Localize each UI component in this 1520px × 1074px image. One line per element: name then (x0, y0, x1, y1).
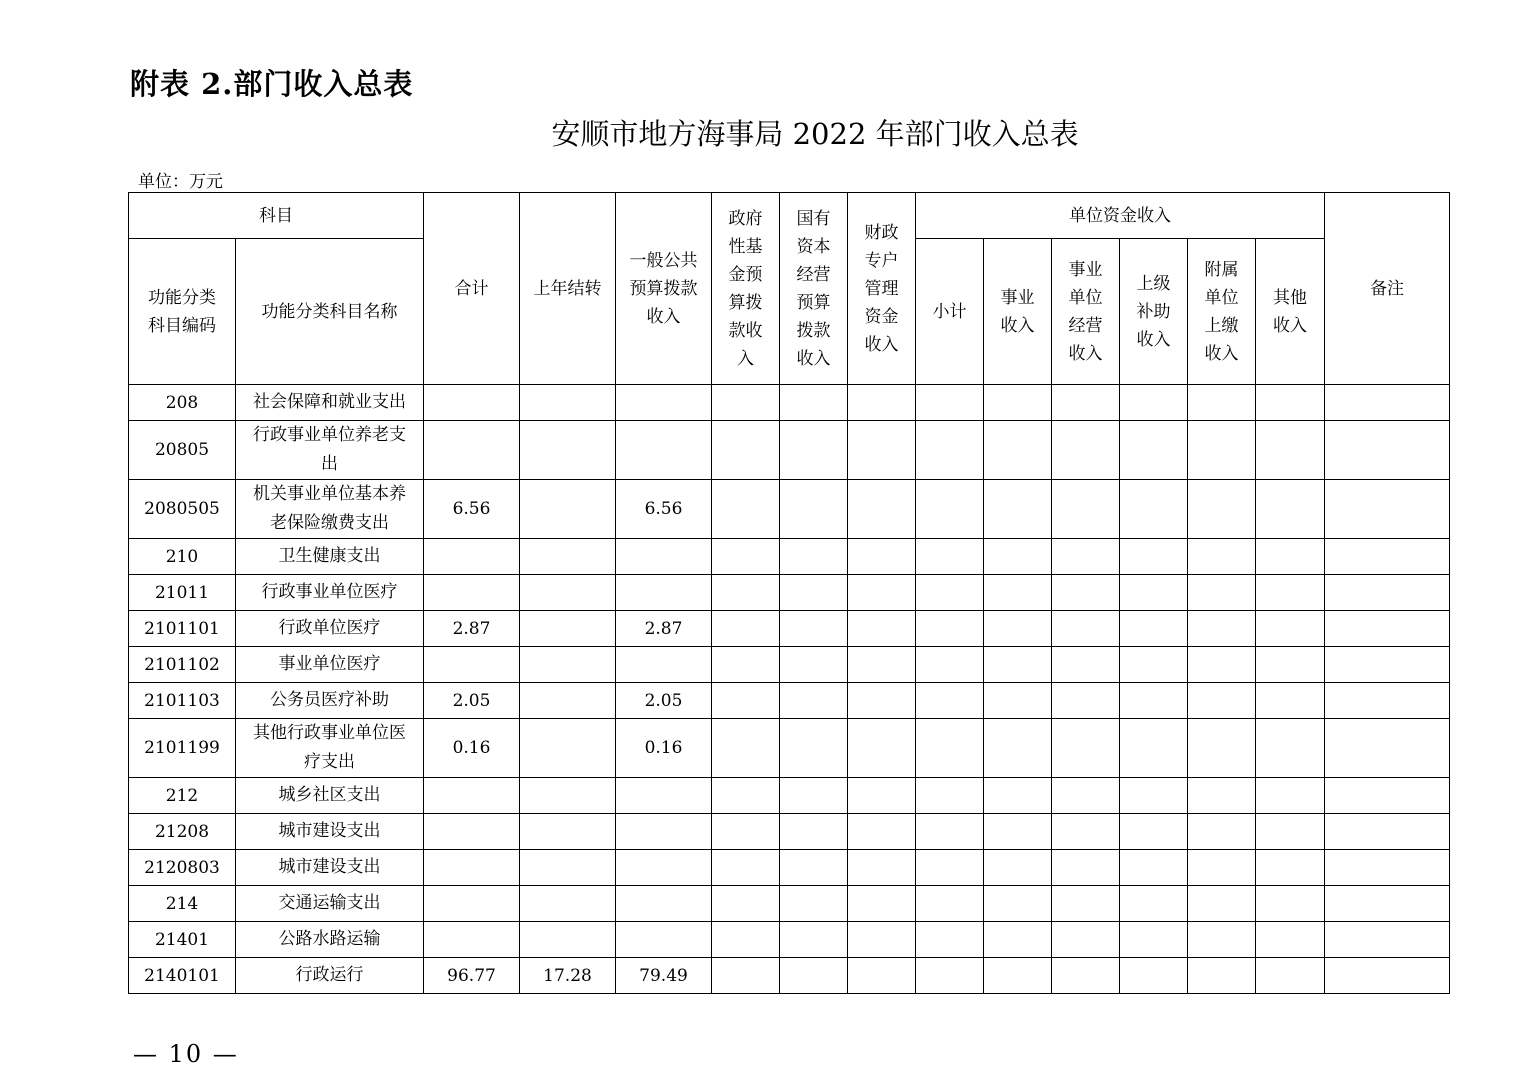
header-superior-subsidy: 上级补助收入 (1120, 239, 1188, 385)
empty-cell (1256, 886, 1325, 922)
row-code: 214 (129, 886, 236, 922)
table-row (129, 539, 1450, 575)
empty-cell (1120, 886, 1188, 922)
row-carryover: 17.28 (520, 958, 616, 994)
row-general-budget (616, 385, 712, 421)
empty-cell (1052, 850, 1120, 886)
empty-cell (780, 683, 848, 719)
empty-cell (916, 814, 984, 850)
empty-cell (984, 958, 1052, 994)
row-total (424, 647, 520, 683)
row-total (424, 922, 520, 958)
empty-cell (712, 719, 780, 778)
empty-cell (1325, 958, 1450, 994)
empty-cell (1052, 886, 1120, 922)
row-general-budget (616, 539, 712, 575)
row-name: 城乡社区支出 (236, 778, 424, 814)
row-total (424, 539, 520, 575)
empty-cell (712, 539, 780, 575)
empty-cell (1256, 575, 1325, 611)
empty-cell (916, 778, 984, 814)
empty-cell (848, 539, 916, 575)
row-code: 2140101 (129, 958, 236, 994)
empty-cell (1188, 611, 1256, 647)
empty-cell (1120, 850, 1188, 886)
row-name: 公务员医疗补助 (236, 683, 424, 719)
empty-cell (712, 575, 780, 611)
empty-cell (916, 922, 984, 958)
empty-cell (1256, 958, 1325, 994)
empty-cell (780, 958, 848, 994)
empty-cell (1120, 539, 1188, 575)
empty-cell (1120, 683, 1188, 719)
empty-cell (984, 480, 1052, 539)
row-code: 2101199 (129, 719, 236, 778)
row-general-budget: 79.49 (616, 958, 712, 994)
header-business: 事业收入 (984, 239, 1052, 385)
empty-cell (916, 421, 984, 480)
empty-cell (1325, 480, 1450, 539)
empty-cell (712, 683, 780, 719)
empty-cell (1052, 958, 1120, 994)
empty-cell (916, 958, 984, 994)
empty-cell (1188, 421, 1256, 480)
empty-cell (984, 385, 1052, 421)
empty-cell (984, 647, 1052, 683)
row-general-budget: 2.87 (616, 611, 712, 647)
empty-cell (1188, 539, 1256, 575)
row-name: 其他行政事业单位医疗支出 (236, 719, 424, 778)
table-row (129, 886, 1450, 922)
table-row (129, 958, 1450, 994)
header-code: 功能分类科目编码 (129, 239, 236, 385)
empty-cell (984, 850, 1052, 886)
row-carryover (520, 778, 616, 814)
empty-cell (780, 647, 848, 683)
row-total: 0.16 (424, 719, 520, 778)
empty-cell (1325, 575, 1450, 611)
empty-cell (916, 539, 984, 575)
empty-cell (712, 647, 780, 683)
empty-cell (1052, 922, 1120, 958)
empty-cell (712, 814, 780, 850)
empty-cell (1325, 611, 1450, 647)
empty-cell (916, 611, 984, 647)
empty-cell (1325, 421, 1450, 480)
empty-cell (1120, 647, 1188, 683)
table-row (129, 683, 1450, 719)
table-row (129, 647, 1450, 683)
empty-cell (1052, 421, 1120, 480)
empty-cell (1052, 480, 1120, 539)
empty-cell (1052, 575, 1120, 611)
empty-cell (712, 480, 780, 539)
empty-cell (1256, 539, 1325, 575)
table-row (129, 385, 1450, 421)
header-general-budget: 一般公共预算拨款收入 (616, 193, 712, 385)
row-code: 2120803 (129, 850, 236, 886)
empty-cell (848, 719, 916, 778)
empty-cell (780, 719, 848, 778)
empty-cell (916, 575, 984, 611)
empty-cell (1120, 814, 1188, 850)
row-total (424, 814, 520, 850)
row-carryover (520, 421, 616, 480)
header-fiscal-special: 财政专户管理资金收入 (848, 193, 916, 385)
empty-cell (1188, 575, 1256, 611)
row-general-budget (616, 814, 712, 850)
empty-cell (1256, 611, 1325, 647)
empty-cell (1052, 814, 1120, 850)
empty-cell (1188, 778, 1256, 814)
empty-cell (1120, 611, 1188, 647)
header-state-capital: 国有资本经营预算拨款收入 (780, 193, 848, 385)
row-general-budget (616, 922, 712, 958)
empty-cell (1188, 647, 1256, 683)
empty-cell (848, 480, 916, 539)
empty-cell (984, 575, 1052, 611)
empty-cell (984, 778, 1052, 814)
empty-cell (780, 611, 848, 647)
empty-cell (1120, 922, 1188, 958)
table-row (129, 922, 1450, 958)
table-row (129, 421, 1450, 480)
empty-cell (1052, 719, 1120, 778)
empty-cell (1256, 421, 1325, 480)
row-carryover (520, 683, 616, 719)
empty-cell (1120, 719, 1188, 778)
header-carryover: 上年结转 (520, 193, 616, 385)
row-code: 2101103 (129, 683, 236, 719)
row-general-budget (616, 778, 712, 814)
row-code: 21011 (129, 575, 236, 611)
row-total: 2.05 (424, 683, 520, 719)
empty-cell (1052, 647, 1120, 683)
row-code: 21401 (129, 922, 236, 958)
empty-cell (984, 886, 1052, 922)
row-name: 卫生健康支出 (236, 539, 424, 575)
empty-cell (1325, 683, 1450, 719)
row-code: 2101102 (129, 647, 236, 683)
header-name: 功能分类科目名称 (236, 239, 424, 385)
empty-cell (848, 575, 916, 611)
empty-cell (848, 778, 916, 814)
empty-cell (712, 421, 780, 480)
empty-cell (984, 814, 1052, 850)
empty-cell (848, 922, 916, 958)
empty-cell (780, 575, 848, 611)
empty-cell (1325, 814, 1450, 850)
empty-cell (780, 886, 848, 922)
row-general-budget (616, 647, 712, 683)
row-general-budget: 2.05 (616, 683, 712, 719)
empty-cell (1325, 539, 1450, 575)
row-carryover (520, 480, 616, 539)
header-affiliated: 附属单位上缴收入 (1188, 239, 1256, 385)
row-total (424, 886, 520, 922)
empty-cell (1256, 385, 1325, 421)
row-name: 交通运输支出 (236, 886, 424, 922)
row-general-budget (616, 421, 712, 480)
empty-cell (1188, 385, 1256, 421)
table-row (129, 611, 1450, 647)
empty-cell (712, 611, 780, 647)
empty-cell (1325, 385, 1450, 421)
empty-cell (1325, 778, 1450, 814)
page-title: 安顺市地方海事局 2022 年部门收入总表 (551, 117, 1079, 151)
table-row (129, 719, 1450, 778)
empty-cell (848, 647, 916, 683)
empty-cell (780, 850, 848, 886)
row-name: 行政单位医疗 (236, 611, 424, 647)
table-row (129, 778, 1450, 814)
empty-cell (1188, 480, 1256, 539)
empty-cell (1052, 539, 1120, 575)
row-carryover (520, 719, 616, 778)
row-general-budget (616, 886, 712, 922)
empty-cell (712, 385, 780, 421)
empty-cell (1188, 683, 1256, 719)
row-code: 20805 (129, 421, 236, 480)
header-remark: 备注 (1325, 193, 1450, 385)
row-total (424, 850, 520, 886)
empty-cell (1052, 778, 1120, 814)
row-code: 210 (129, 539, 236, 575)
empty-cell (712, 850, 780, 886)
row-total (424, 575, 520, 611)
empty-cell (1325, 850, 1450, 886)
empty-cell (712, 886, 780, 922)
empty-cell (848, 886, 916, 922)
empty-cell (1256, 850, 1325, 886)
empty-cell (1325, 922, 1450, 958)
row-name: 机关事业单位基本养老保险缴费支出 (236, 480, 424, 539)
empty-cell (984, 683, 1052, 719)
header-operating: 事业单位经营收入 (1052, 239, 1120, 385)
row-name: 行政事业单位医疗 (236, 575, 424, 611)
empty-cell (1120, 421, 1188, 480)
empty-cell (780, 385, 848, 421)
empty-cell (848, 958, 916, 994)
row-name: 行政运行 (236, 958, 424, 994)
row-carryover (520, 647, 616, 683)
empty-cell (984, 539, 1052, 575)
row-carryover (520, 575, 616, 611)
empty-cell (780, 922, 848, 958)
empty-cell (916, 385, 984, 421)
header-total: 合计 (424, 193, 520, 385)
empty-cell (848, 611, 916, 647)
empty-cell (1188, 719, 1256, 778)
empty-cell (1256, 683, 1325, 719)
header-subtotal: 小计 (916, 239, 984, 385)
empty-cell (916, 683, 984, 719)
row-code: 2080505 (129, 480, 236, 539)
row-general-budget: 6.56 (616, 480, 712, 539)
row-general-budget (616, 850, 712, 886)
row-general-budget: 0.16 (616, 719, 712, 778)
empty-cell (780, 539, 848, 575)
empty-cell (780, 778, 848, 814)
row-total: 6.56 (424, 480, 520, 539)
table-row (129, 850, 1450, 886)
empty-cell (916, 719, 984, 778)
row-carryover (520, 611, 616, 647)
empty-cell (916, 480, 984, 539)
row-code: 21208 (129, 814, 236, 850)
table-row (129, 480, 1450, 539)
empty-cell (1052, 611, 1120, 647)
row-total: 96.77 (424, 958, 520, 994)
empty-cell (1256, 480, 1325, 539)
row-name: 公路水路运输 (236, 922, 424, 958)
empty-cell (780, 421, 848, 480)
empty-cell (712, 778, 780, 814)
row-name: 城市建设支出 (236, 850, 424, 886)
empty-cell (916, 886, 984, 922)
row-code: 2101101 (129, 611, 236, 647)
header-other: 其他收入 (1256, 239, 1325, 385)
row-code: 208 (129, 385, 236, 421)
row-carryover (520, 385, 616, 421)
empty-cell (1256, 922, 1325, 958)
empty-cell (848, 385, 916, 421)
row-carryover (520, 886, 616, 922)
row-name: 行政事业单位养老支出 (236, 421, 424, 480)
empty-cell (848, 683, 916, 719)
empty-cell (916, 647, 984, 683)
empty-cell (916, 850, 984, 886)
empty-cell (780, 480, 848, 539)
empty-cell (712, 922, 780, 958)
header-unit-funds: 单位资金收入 (916, 193, 1325, 239)
empty-cell (712, 958, 780, 994)
empty-cell (1188, 958, 1256, 994)
empty-cell (984, 611, 1052, 647)
unit-label: 单位：万元 (138, 172, 223, 192)
header-gov-fund: 政府性基金预算拨款收入 (712, 193, 780, 385)
row-total (424, 778, 520, 814)
empty-cell (848, 850, 916, 886)
empty-cell (1256, 719, 1325, 778)
empty-cell (1256, 814, 1325, 850)
empty-cell (848, 421, 916, 480)
empty-cell (780, 814, 848, 850)
row-carryover (520, 850, 616, 886)
row-name: 社会保障和就业支出 (236, 385, 424, 421)
empty-cell (1256, 778, 1325, 814)
empty-cell (1120, 958, 1188, 994)
empty-cell (1120, 480, 1188, 539)
empty-cell (1120, 385, 1188, 421)
table-row (129, 814, 1450, 850)
header-subject: 科目 (129, 193, 424, 239)
empty-cell (1188, 922, 1256, 958)
empty-cell (1188, 886, 1256, 922)
row-name: 事业单位医疗 (236, 647, 424, 683)
appendix-title: 附表 2.部门收入总表 (130, 67, 414, 101)
income-table (128, 192, 1450, 994)
empty-cell (1325, 719, 1450, 778)
empty-cell (1325, 886, 1450, 922)
empty-cell (1120, 778, 1188, 814)
row-total: 2.87 (424, 611, 520, 647)
row-name: 城市建设支出 (236, 814, 424, 850)
empty-cell (984, 922, 1052, 958)
empty-cell (848, 814, 916, 850)
empty-cell (984, 719, 1052, 778)
row-carryover (520, 539, 616, 575)
row-total (424, 421, 520, 480)
row-carryover (520, 814, 616, 850)
row-code: 212 (129, 778, 236, 814)
row-total (424, 385, 520, 421)
empty-cell (984, 421, 1052, 480)
empty-cell (1256, 647, 1325, 683)
empty-cell (1188, 850, 1256, 886)
page-number: — 10 — (133, 1040, 239, 1068)
empty-cell (1325, 647, 1450, 683)
empty-cell (1120, 575, 1188, 611)
empty-cell (1052, 683, 1120, 719)
row-general-budget (616, 575, 712, 611)
table-row (129, 575, 1450, 611)
row-carryover (520, 922, 616, 958)
empty-cell (1052, 385, 1120, 421)
empty-cell (1188, 814, 1256, 850)
